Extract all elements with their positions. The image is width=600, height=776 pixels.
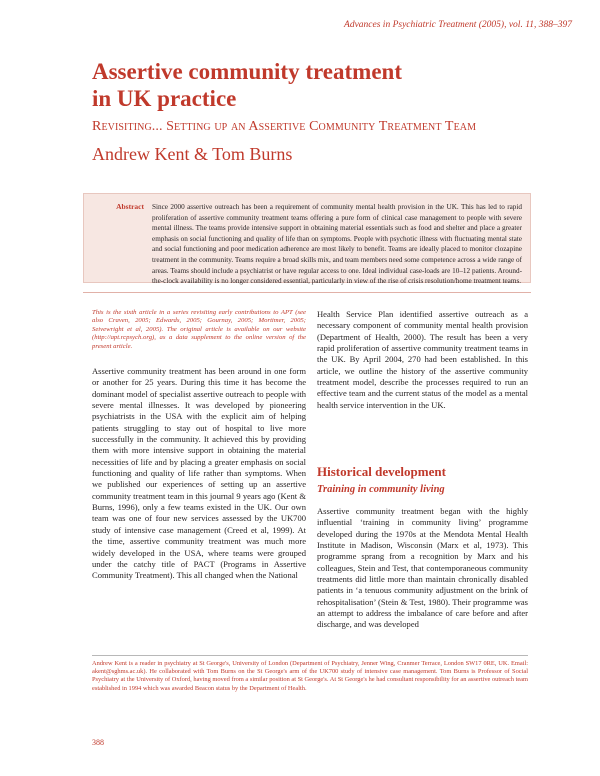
footnote-divider bbox=[92, 655, 528, 656]
body-paragraph: Assertive community treatment has been around in one form or another for 25 years. During this time it has become the dominant model of specialist assertive outreach to people with severe mental illnesses. It was developed by pioneering psychiatrists in the USA with the explicit aim of helping patients struggling to stay out of hospital to live more successfully in the community. It achieved this by providing them with more intensive support in obtaining the material necessities of life and by placing a greater emphasis on social functioning and quality of life rather than symptoms. When we published our experiences of setting up an assertive community treatment team in this journal 9 years ago (Kent & Burns, 1996), only a few teams existed in the UK. Our own team was one of four new services assessed by the UK700 study of intensive case management (Creed et al, 1999). At the time, assertive community treatment was much more widely developed in the USA, where teams were grouped under the catchy title of PACT (Programs in Assertive Community Treatment). This all changed when the National bbox=[92, 366, 306, 581]
article-subtitle: Revisiting... Setting up an Assertive Community Treatment Team bbox=[92, 119, 477, 134]
abstract-text: Since 2000 assertive outreach has been a requirement of community mental health provision in the UK. This has led to rapid proliferation of assertive community treatment teams offering a pure form of clinical case management to people with severe mental illness. The teams provide intensive support in obtaining material essentials such as food and shelter and place a greater emphasis on social functioning and quality of life than on symptoms. People with psychotic illness with fluctuating mental state and social functioning and poor medication adherence are most likely to benefit. Teams are ideally placed to monitor clozapine treatment in the community. Teams require a broad skills mix, and team members need some competence across a wide range of areas. Teams should include a psychiatrist or have regular access to one. Ideal individual case-loads are 10–12 patients. Around-the-clock availability is no longer considered essential, particularly in view of the rise of crisis resolution/home treatment teams. bbox=[152, 203, 522, 286]
series-note: This is the sixth article in a series revisiting early contributions to APT (see also Craven, 2005; Edwards, 2005; Gournay, 2005; Mortimer, 2005; Seivewright et al, 2005). The original article is available on our website (http://apt.rcpsych.org), as a data supplement to the online version of the present article. bbox=[92, 309, 306, 350]
body-column-right bbox=[317, 309, 528, 411]
journal-citation: Advances in Psychiatric Treatment (2005), vol. 11, 388–397 bbox=[344, 20, 572, 30]
body-column-left bbox=[92, 366, 306, 582]
article-title bbox=[92, 58, 512, 112]
article-authors: Andrew Kent & Tom Burns bbox=[92, 144, 293, 164]
title-line-1: Assertive community treatment bbox=[92, 59, 402, 84]
body-paragraph: Assertive community treatment began with the highly influential ‘training in community living’ programme developed during the 1970s at the Mendota Mental Health Institute in Madison, Wisconsin (Marx et al, 1973). This programme sprang from a recognition by Marx and his colleagues, Stein and Test, that contemporaneous community treatments did little more than maintain chronically disabled patients in ‘a tenuous community adjustment on the brink of rehospitalisation’ (Stein & Test, 1980). Their programme was an attempt to address the imbalance of care before and after discharge, and was developed bbox=[317, 506, 528, 630]
section-heading: Historical development bbox=[317, 464, 446, 479]
abstract-box bbox=[83, 193, 531, 286]
title-line-2: in UK practice bbox=[92, 86, 237, 111]
page-number: 388 bbox=[92, 738, 104, 747]
abstract-label: Abstract bbox=[116, 202, 144, 211]
section-divider bbox=[83, 292, 531, 293]
author-footnote: Andrew Kent is a reader in psychiatry at St George's, University of London (Department of Psychiatry, Jenner Wing, Cranmer Terrace, London SW17 0RE, UK. Email: akent@sghms.ac.uk). He collaborated with Tom Burns on the St George's arm of the UK700 study of intensive case management. Tom Burns is Professor of Social Psychiatry at the University of Oxford, having moved from a similar position at St George's. At St George's he had consultant responsibility for an assertive outreach team established in 1994 which was awarded Beacon status by the Department of Health. bbox=[92, 660, 528, 692]
body-column-right-continued bbox=[317, 506, 528, 631]
subsection-heading: Training in community living bbox=[317, 484, 445, 495]
body-paragraph: Health Service Plan identified assertive outreach as a necessary component of community mental health provision (Department of Health, 2000). The result has been a very rapid proliferation of assertive community treatment teams in the UK. By April 2004, 270 had been established. In this article, we outline the history of the assertive community treatment model, describe the processes required to run an effective team and the current status of the model as a mental health service intervention in the UK. bbox=[317, 309, 528, 410]
